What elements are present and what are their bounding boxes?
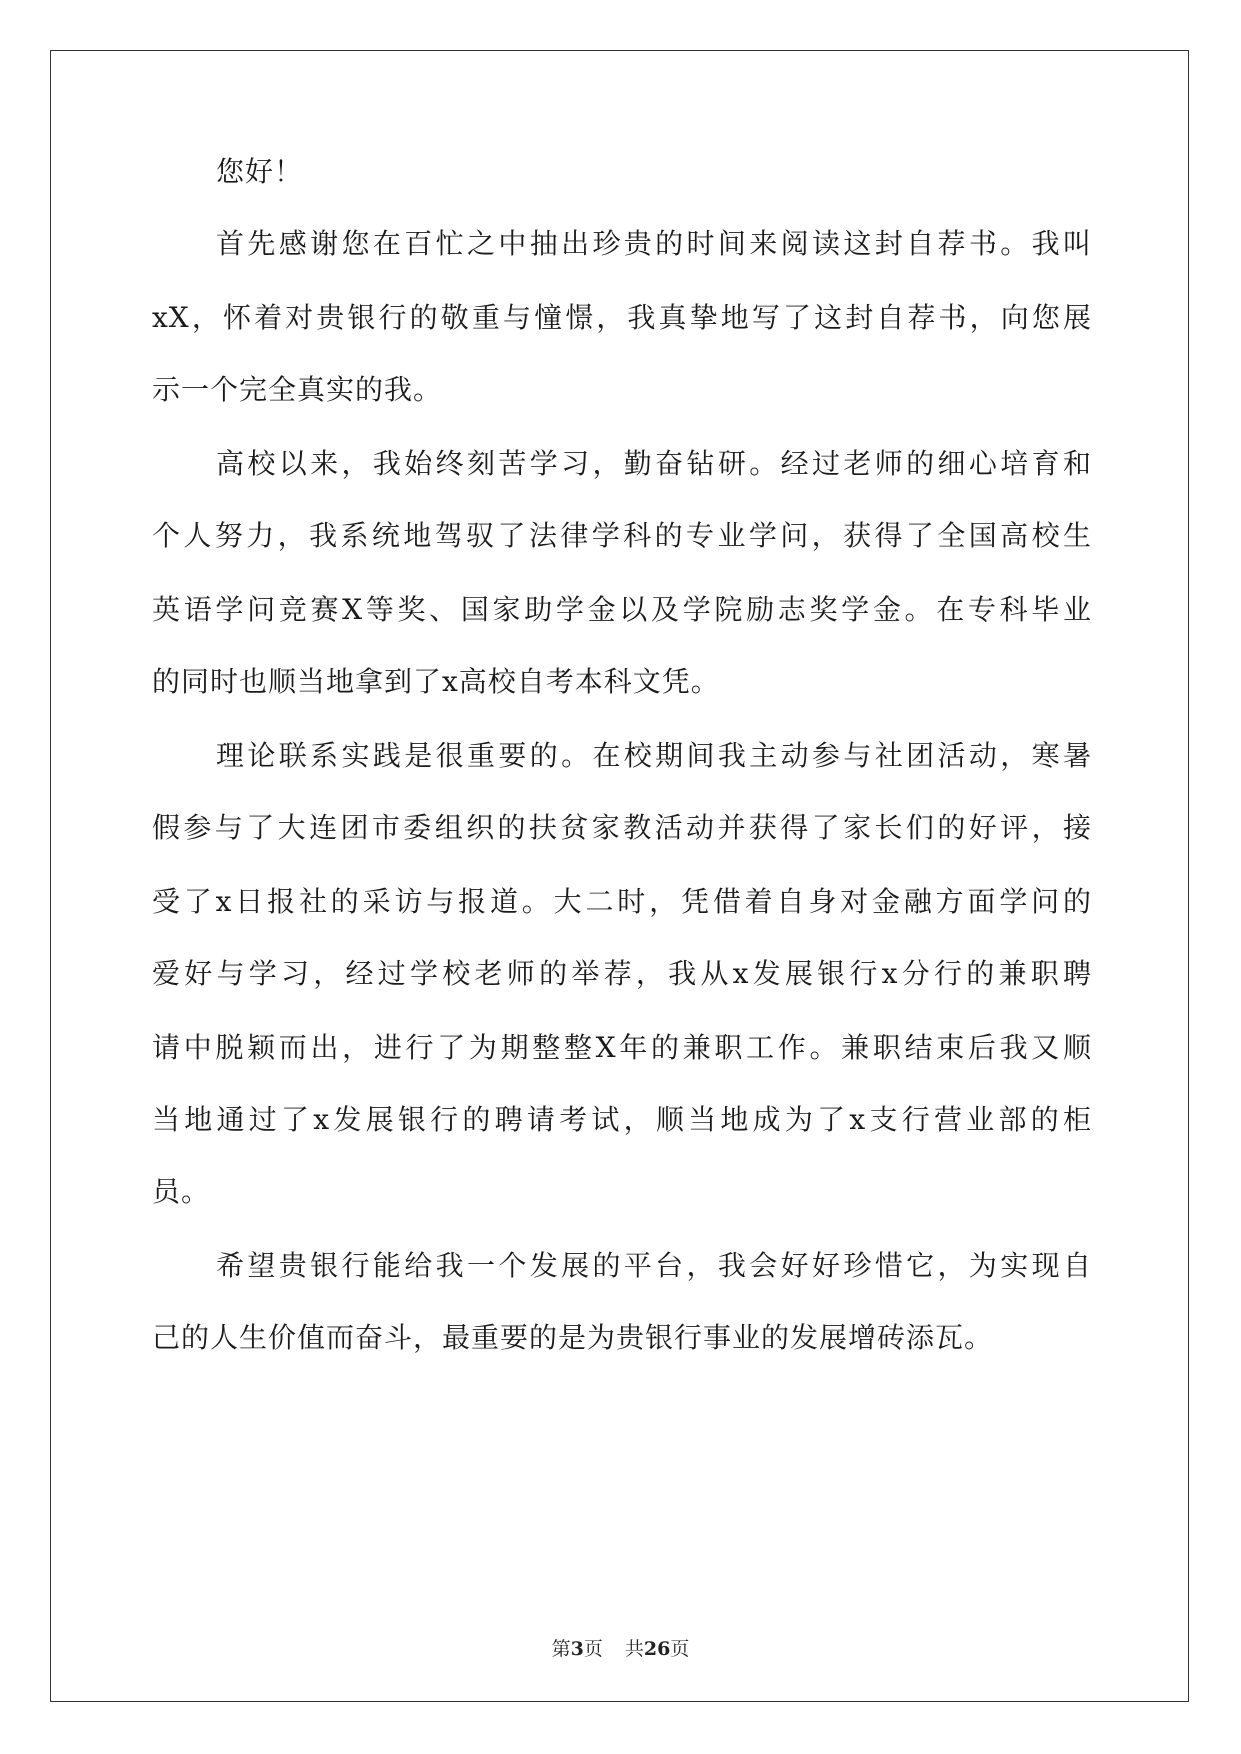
- paragraph-line: 高校以来，我始终刻苦学习，勤奋钻研。经过老师的细心培育和: [216, 447, 1092, 480]
- paragraph-line: 的同时也顺当地拿到了x高校自考本科文凭。: [152, 665, 720, 698]
- total-pages: 26: [643, 1638, 671, 1660]
- paragraph-line: 员。: [152, 1175, 211, 1208]
- greeting: 您好！: [216, 155, 304, 188]
- paragraph-line: 假参与了大连团市委组织的扶贫家教活动并获得了家长们的好评，接: [152, 811, 1092, 844]
- paragraph-line: 英语学问竞赛X等奖、国家助学金以及学院励志奖学金。在专科毕业: [152, 593, 1092, 626]
- paragraph-line: 爱好与学习，经过学校老师的举荐，我从x发展银行x分行的兼职聘: [152, 957, 1092, 990]
- total-suffix: 页: [670, 1638, 690, 1660]
- total-prefix: 共: [624, 1638, 644, 1660]
- paragraph-line: xX，怀着对贵银行的敬重与憧憬，我真挚地写了这封自荐书，向您展: [152, 301, 1092, 334]
- paragraph-line: 示一个完全真实的我。: [152, 373, 443, 406]
- paragraph-line: 请中脱颖而出，进行了为期整整X年的兼职工作。兼职结束后我又顺: [152, 1031, 1092, 1064]
- paragraph-line: 希望贵银行能给我一个发展的平台，我会好好珍惜它，为实现自: [216, 1249, 1092, 1282]
- page-number: 3: [570, 1638, 584, 1660]
- paragraph-line: 首先感谢您在百忙之中抽出珍贵的时间来阅读这封自荐书。我叫: [216, 227, 1092, 260]
- page-suffix: 页: [583, 1638, 603, 1660]
- page-prefix: 第: [551, 1638, 571, 1660]
- paragraph-line: 受了x日报社的采访与报道。大二时，凭借着自身对金融方面学问的: [152, 885, 1092, 918]
- paragraph-line: 当地通过了x发展银行的聘请考试，顺当地成为了x支行营业部的柜: [152, 1103, 1092, 1136]
- page-footer: [0, 1637, 1241, 1661]
- paragraph-line: 个人努力，我系统地驾驭了法律学科的专业学问，获得了全国高校生: [152, 519, 1092, 552]
- paragraph-line: 己的人生价值而奋斗，最重要的是为贵银行事业的发展增砖添瓦。: [152, 1321, 994, 1354]
- paragraph-line: 理论联系实践是很重要的。在校期间我主动参与社团活动，寒暑: [216, 739, 1092, 772]
